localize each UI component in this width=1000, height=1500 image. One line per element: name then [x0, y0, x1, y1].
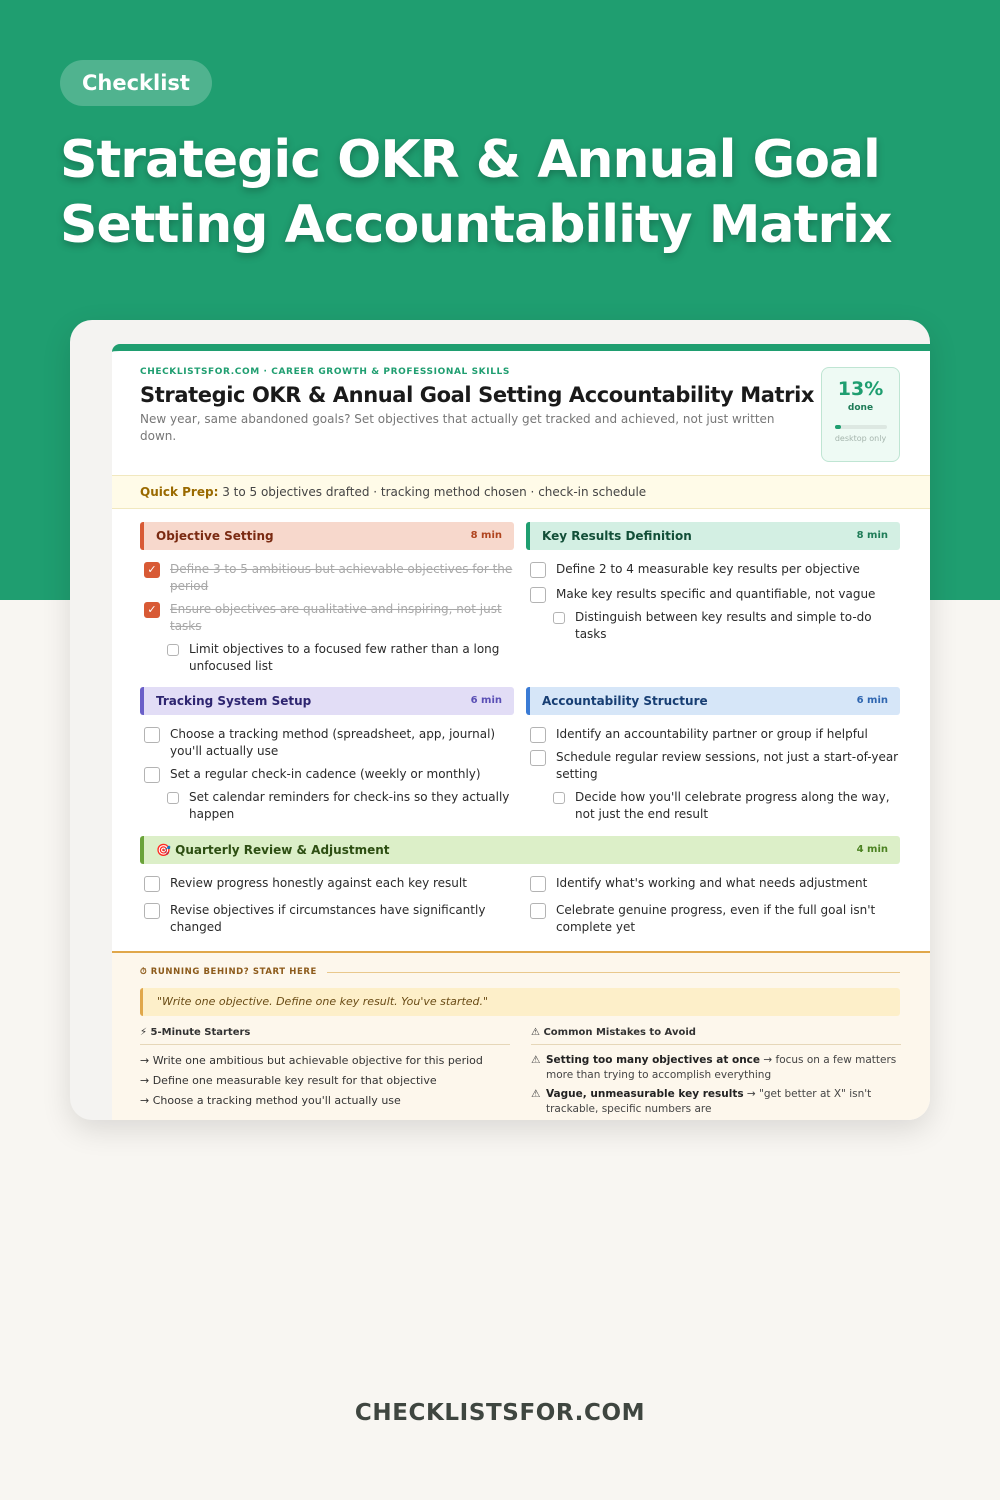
sheet-title: Strategic OKR & Annual Goal Setting Accountability Matrix: [140, 383, 815, 407]
checkbox[interactable]: [530, 903, 546, 919]
section-tracking-system: [140, 687, 514, 823]
item-text: Set calendar reminders for check-ins so they actually happen: [189, 790, 510, 821]
checkbox[interactable]: [167, 644, 179, 656]
section-header: [526, 687, 900, 715]
checklist-subitem[interactable]: [526, 789, 900, 823]
item-text: Review progress honestly against each key result: [170, 876, 467, 890]
sheet-header: [140, 367, 820, 445]
checklist-item[interactable]: [526, 586, 900, 603]
section-title: Accountability Structure: [542, 694, 708, 708]
checklist-sheet: [112, 344, 930, 1120]
section-title: Tracking System Setup: [156, 694, 312, 708]
preview-frame: [70, 320, 930, 1120]
starters-title: ⚡ 5-Minute Starters: [140, 1027, 510, 1045]
quick-prep-text: 3 to 5 objectives drafted · tracking method chosen · check-in schedule: [222, 485, 647, 499]
item-text: Ensure objectives are qualitative and inspiring, not just tasks: [170, 602, 502, 633]
checklist-item[interactable]: [140, 726, 514, 760]
item-text: Choose a tracking method (spreadsheet, app, journal) you'll actually use: [170, 727, 496, 758]
site-category-line: CHECKLISTSFOR.COM · CAREER GROWTH & PROFESSIONAL SKILLS: [140, 367, 510, 377]
hero-title: Strategic OKR & Annual Goal Setting Accountability Matrix: [60, 130, 892, 255]
checklist-item[interactable]: [526, 875, 900, 892]
mistakes-title: ⚠ Common Mistakes to Avoid: [531, 1027, 901, 1045]
quick-prep-bar: [112, 475, 930, 509]
item-text: Define 3 to 5 ambitious but achievable objectives for the period: [170, 562, 513, 593]
divider: [327, 972, 900, 973]
checkbox-checked[interactable]: [144, 562, 160, 578]
checklist-item[interactable]: [140, 902, 510, 936]
checkbox[interactable]: [144, 727, 160, 743]
checklist-subitem[interactable]: [140, 789, 514, 823]
progress-widget: [821, 367, 900, 462]
checklist-item[interactable]: [140, 561, 514, 595]
checkbox[interactable]: [144, 767, 160, 783]
item-text: Revise objectives if circumstances have significantly changed: [170, 903, 486, 934]
mistake-title: Setting too many objectives at once: [546, 1054, 761, 1066]
section-time: 6 min: [470, 695, 502, 706]
mistake-item: [531, 1053, 901, 1083]
checklist-item[interactable]: [140, 601, 514, 635]
checklist-subitem[interactable]: [140, 641, 514, 675]
checkbox[interactable]: [144, 876, 160, 892]
mistake-advice: → "get better at X" isn't trackable, specific numbers are: [546, 1088, 872, 1115]
checklist-item[interactable]: [526, 902, 900, 936]
checklist-badge: Checklist: [60, 60, 212, 106]
progress-percent: 13%: [837, 378, 884, 400]
item-text: Make key results specific and quantifiable, not vague: [556, 587, 876, 601]
checkbox[interactable]: [553, 792, 565, 804]
progress-note: desktop only: [834, 434, 887, 443]
section-header: [140, 836, 900, 864]
sheet-subtitle: New year, same abandoned goals? Set objectives that actually get tracked and achieved, not just written down.: [140, 412, 775, 443]
section-title: Key Results Definition: [542, 529, 692, 543]
item-text: Distinguish between key results and simple to-do tasks: [575, 610, 872, 641]
item-text: Limit objectives to a focused few rather than a long unfocused list: [189, 642, 500, 673]
item-text: Identify what's working and what needs adjustment: [556, 876, 868, 890]
section-key-results: [526, 522, 900, 643]
item-text: Set a regular check-in cadence (weekly or monthly): [170, 767, 481, 781]
item-text: Celebrate genuine progress, even if the full goal isn't complete yet: [556, 903, 876, 934]
running-behind-heading: [140, 967, 900, 977]
mistakes-column: [531, 1027, 901, 1117]
checklist-item[interactable]: [526, 726, 900, 743]
item-text: Decide how you'll celebrate progress along the way, not just the end result: [575, 790, 890, 821]
running-behind-panel: [112, 951, 930, 1120]
section-accountability: [526, 687, 900, 823]
mistake-title: Vague, unmeasurable key results: [546, 1088, 744, 1100]
heading-text: ⏱ RUNNING BEHIND? START HERE: [140, 967, 317, 977]
checklist-subitem[interactable]: [526, 609, 900, 643]
item-text: Identify an accountability partner or group if helpful: [556, 727, 868, 741]
starter-item: → Choose a tracking method you'll actually use: [140, 1094, 401, 1107]
section-title: Quarterly Review & Adjustment: [175, 843, 390, 857]
section-header: [140, 687, 514, 715]
checklist-item[interactable]: [526, 749, 900, 783]
target-icon: 🎯: [156, 843, 171, 857]
warning-icon: ⚠: [531, 1054, 541, 1066]
section-time: 8 min: [470, 530, 502, 541]
checklist-item[interactable]: [140, 875, 510, 892]
progress-track: [835, 425, 887, 429]
section-time: 6 min: [856, 695, 888, 706]
checklist-item[interactable]: [140, 766, 514, 783]
mistake-item: [531, 1087, 901, 1117]
mistake-advice: → focus on a few matters more than trying to accomplish everything: [546, 1054, 897, 1081]
section-objective-setting: [140, 522, 514, 675]
item-text: Schedule regular review sessions, not just a start-of-year setting: [556, 750, 899, 781]
item-text: Define 2 to 4 measurable key results per objective: [556, 562, 860, 576]
progress-fill: [835, 425, 842, 429]
checkbox[interactable]: [530, 876, 546, 892]
section-quarterly-review: [140, 836, 900, 934]
checkbox[interactable]: [530, 562, 546, 578]
section-time: 4 min: [856, 844, 888, 855]
warning-icon: ⚠: [531, 1088, 541, 1100]
checkbox[interactable]: [530, 727, 546, 743]
section-time: 8 min: [856, 530, 888, 541]
section-header: [526, 522, 900, 550]
section-header: [140, 522, 514, 550]
starter-item: → Write one ambitious but achievable objective for this period: [140, 1054, 483, 1067]
checkbox[interactable]: [530, 587, 546, 603]
starter-item: → Define one measurable key result for that objective: [140, 1074, 437, 1087]
site-footer[interactable]: CHECKLISTSFOR.COM: [354, 1400, 646, 1426]
checkbox[interactable]: [144, 903, 160, 919]
checkbox[interactable]: [553, 612, 565, 624]
starters-column: [140, 1027, 510, 1107]
quick-prep-label: Quick Prep:: [140, 485, 219, 499]
checkbox[interactable]: [530, 750, 546, 766]
checkbox-checked[interactable]: [144, 602, 160, 618]
progress-label: done: [847, 403, 874, 413]
section-title: Objective Setting: [156, 529, 274, 543]
checklist-item[interactable]: [526, 561, 900, 578]
checkbox[interactable]: [167, 792, 179, 804]
motivation-quote: "Write one objective. Define one key result. You've started.": [140, 988, 900, 1016]
